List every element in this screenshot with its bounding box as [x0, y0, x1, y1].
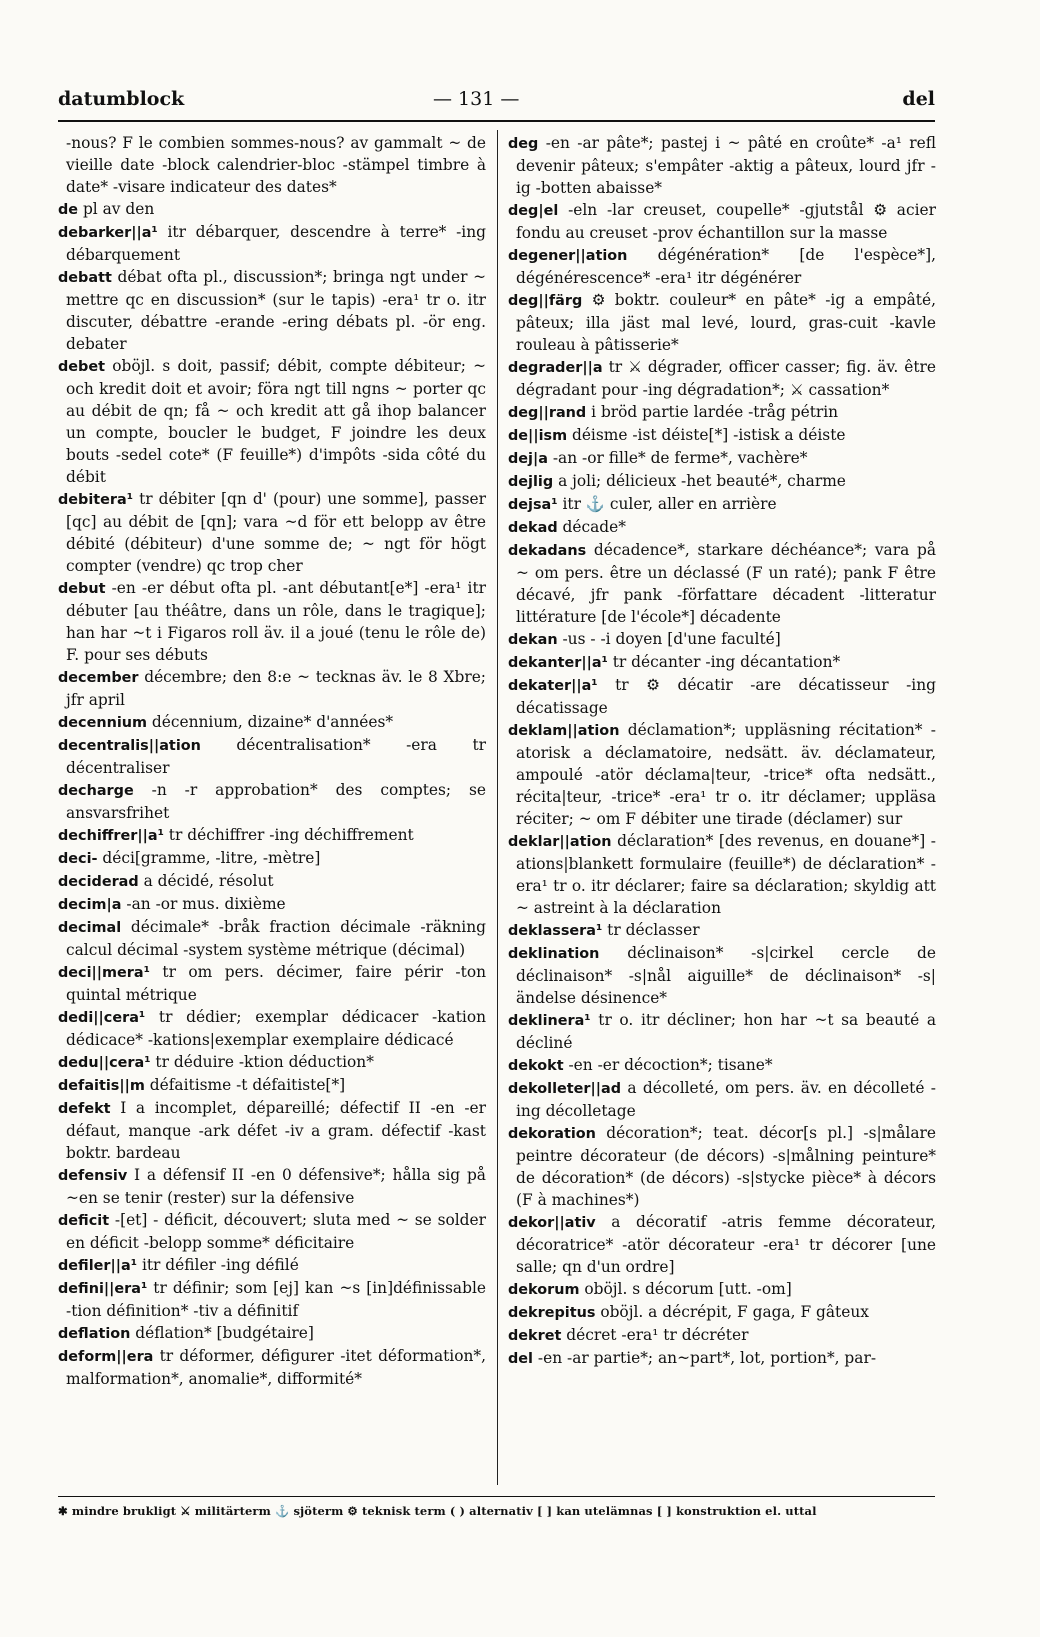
entry-definition: déclaration* [des revenus, en douane*] -ations|blankett formulaire (feuille*) de déclaration* -era¹ tr o. itr déclarer; faire sa déclaration; skyldig att ~ astreint à la déclaration [516, 832, 936, 917]
entry-definition: -en -er décoction*; tisane* [563, 1056, 773, 1074]
dictionary-entry [508, 919, 936, 942]
entry-headword: deficit [58, 1213, 110, 1229]
entry-headword: dekorum [508, 1282, 580, 1298]
entry-definition: -us - -i doyen [d'une faculté] [557, 630, 781, 648]
dictionary-entry [508, 674, 936, 719]
dictionary-entry [508, 289, 936, 356]
dictionary-entry [508, 1301, 936, 1324]
entry-headword: deg||färg [508, 293, 583, 309]
dictionary-entry [508, 1122, 936, 1211]
entry-headword: decimal [58, 920, 122, 936]
dictionary-entry [508, 1324, 936, 1347]
entry-definition: i bröd partie lardée -tråg pétrin [586, 403, 839, 421]
entry-headword: deform||era [58, 1349, 154, 1365]
entry-headword: dekrepitus [508, 1305, 596, 1321]
dictionary-entry [58, 355, 486, 488]
dictionary-entry [58, 847, 486, 870]
dictionary-entry [508, 628, 936, 651]
entry-definition: décimale* -bråk fraction décimale -räkning calcul décimal -system système métrique (décimal) [66, 918, 486, 959]
footer-rule [58, 1496, 935, 1497]
entry-headword: de||ism [508, 428, 568, 444]
entry-definition: déisme -ist déiste[*] -istisk a déiste [567, 426, 846, 444]
entry-headword: deflation [58, 1326, 131, 1342]
dictionary-entry [508, 1211, 936, 1278]
entry-definition: décadence*, starkare déchéance*; vara på ~ om pers. être un déclassé (F un raté); pank F être décavé, jfr pank -författare décadent -litteratur littérature [de l'école*] décadente [516, 541, 936, 626]
entry-definition: dégénération* [de l'espèce*], dégénérescence* -era¹ itr dégénérer [516, 246, 936, 287]
entry-headword: december [58, 670, 139, 686]
entry-definition: -an -or mus. dixième [121, 895, 286, 913]
dictionary-entry [58, 1322, 486, 1345]
entry-headword: debarker||a¹ [58, 225, 158, 241]
entry-definition: -en -ar pâte*; pastej i ~ pâté en croûte* -a¹ refl devenir pâteux; s'empâter -aktig a pâteux, lourd jfr -ig -botten abaisse* [516, 134, 936, 197]
dictionary-entry [508, 132, 936, 199]
entry-definition: tr ⚔ dégrader, officer casser; fig. äv. être dégradant pour -ing dégradation*; ⚔ cassation* [516, 358, 936, 399]
entry-headword: deg||rand [508, 405, 587, 421]
entry-headword: dekolleter||ad [508, 1081, 622, 1097]
dictionary-entry [508, 942, 936, 1009]
entry-headword: dekad [508, 520, 558, 536]
dictionary-entry [58, 916, 486, 961]
dictionary-entry [508, 199, 936, 244]
dictionary-entry [58, 266, 486, 355]
entry-definition: a décoratif -atris femme décorateur, décoratrice* -atör décorateur -era¹ tr décorer [une salle; qn d'un ordre] [516, 1213, 936, 1276]
entry-definition: pl av den [78, 200, 155, 218]
dictionary-entry [58, 961, 486, 1006]
column-divider [497, 130, 498, 1485]
right-guide-word: del [902, 88, 935, 110]
dictionary-entry [58, 488, 486, 577]
entry-headword: defekt [58, 1101, 111, 1117]
entry-definition: oböjl. s décorum [utt. -om] [579, 1280, 792, 1298]
dictionary-entry [508, 1077, 936, 1122]
entry-definition: décembre; den 8:e ~ tecknas äv. le 8 Xbre; jfr april [66, 668, 486, 709]
entry-definition: -n -r approbation* des comptes; se ansvarsfrihet [66, 781, 486, 822]
dictionary-entry [58, 734, 486, 779]
entry-headword: defensiv [58, 1168, 128, 1184]
entry-headword: deklam||ation [508, 723, 620, 739]
dictionary-entry [58, 1277, 486, 1322]
entry-definition: tr o. itr décliner; hon har ~t sa beauté a décliné [516, 1011, 936, 1052]
legend-footer: ✱ mindre brukligt ⚔ militärterm ⚓ sjöterm ⚙ teknisk term ( ) alternativ [ ] kan utelämnas [ ] konstruktion el. uttal [58, 1504, 817, 1518]
entry-definition: tr débiter [qn d' (pour) une somme], passer [qc] au débit de [qn]; vara ~d för ett belopp av être débité (débiteur) d'une somme de; ~ ngt för högt compter (vendre) qc trop cher [66, 490, 486, 575]
entry-definition: I a défensif II -en 0 défensive*; hålla sig på ~en se tenir (rester) sur la défensive [66, 1166, 486, 1207]
entry-headword: dekoration [508, 1126, 596, 1142]
dictionary-entry [508, 356, 936, 401]
dictionary-entry [508, 1347, 936, 1370]
entry-headword: defaitis||m [58, 1078, 145, 1094]
entry-headword: dechiffrer||a¹ [58, 828, 164, 844]
dictionary-entry [58, 1051, 486, 1074]
entry-definition: décret -era¹ tr décréter [561, 1326, 749, 1344]
entry-definition: -nous? F le combien sommes-nous? av gammalt ~ de vieille date -block calendrier-bloc -stämpel timbre à date* -visare indicateur des dates* [66, 134, 486, 196]
entry-definition: -[et] - déficit, découvert; sluta med ~ se solder en déficit -belopp somme* déficitaire [66, 1211, 486, 1252]
entry-headword: debatt [58, 270, 112, 286]
entry-definition: débat ofta pl., discussion*; bringa ngt under ~ mettre qc en discussion* (sur le tapis) -era¹ tr o. itr discuter, débattre -erande -ering débats pl. -ör eng. debater [66, 268, 486, 353]
entry-headword: dekanter||a¹ [508, 655, 608, 671]
page-number: — 131 — [433, 88, 520, 110]
entry-definition: tr ⚙ décatir -are décatisseur -ing décatissage [516, 676, 936, 717]
dictionary-entry [58, 1345, 486, 1390]
entry-headword: del [508, 1351, 533, 1367]
dictionary-entry [58, 1074, 486, 1097]
entry-headword: deci- [58, 851, 98, 867]
entry-headword: dedi||cera¹ [58, 1010, 146, 1026]
dictionary-entry [58, 870, 486, 893]
entry-definition: décentralisation* -era tr décentraliser [66, 736, 486, 777]
entry-definition: a joli; délicieux -het beauté*, charme [553, 472, 846, 490]
dictionary-entry [58, 1254, 486, 1277]
entry-definition: -en -ar partie*; an~part*, lot, portion*, par- [533, 1349, 877, 1367]
entry-headword: deklassera¹ [508, 923, 603, 939]
entry-headword: deg|el [508, 203, 559, 219]
left-guide-word: datumblock [58, 88, 185, 110]
dictionary-entry [508, 470, 936, 493]
dictionary-entry [508, 401, 936, 424]
entry-definition: oböjl. a décrépit, F gaga, F gâteux [595, 1303, 869, 1321]
entry-headword: deklination [508, 946, 600, 962]
dictionary-entry [508, 424, 936, 447]
entry-headword: deciderad [58, 874, 139, 890]
dictionary-entry [508, 244, 936, 289]
dictionary-entry [508, 493, 936, 516]
dictionary-entry [58, 1209, 486, 1254]
page-header [58, 88, 935, 118]
entry-headword: debitera¹ [58, 492, 134, 508]
entry-definition: décade* [557, 518, 626, 536]
entry-definition: tr déclasser [602, 921, 700, 939]
entry-definition: tr déduire -ktion déduction* [150, 1053, 374, 1071]
dictionary-entry [58, 1097, 486, 1164]
entry-headword: dekan [508, 632, 558, 648]
dictionary-entry [58, 577, 486, 666]
entry-headword: dekadans [508, 543, 587, 559]
dictionary-entry [508, 1278, 936, 1301]
dictionary-entry [58, 893, 486, 916]
dictionary-entry [58, 666, 486, 711]
entry-definition: tr décanter -ing décantation* [607, 653, 841, 671]
entry-headword: degrader||a [508, 360, 603, 376]
entry-headword: deklar||ation [508, 834, 612, 850]
entry-definition: -eln -lar creuset, coupelle* -gjutstål ⚙ acier fondu au creuset -prov échantillon sur la masse [516, 201, 936, 242]
entry-headword: de [58, 202, 79, 218]
entry-definition: déclamation*; uppläsning récitation* -atorisk a déclamatoire, nedsätt. äv. déclamateur, ampoulé -atör déclama|teur, -trice* ofta nedsätt., récita|teur, -trice* -era¹ tr o. itr déclamer; uppläsa réciter; ~ om F débiter une tirade (déclamer) sur [516, 721, 936, 828]
entry-headword: debet [58, 359, 106, 375]
dictionary-entry [508, 539, 936, 628]
entry-headword: defiler||a¹ [58, 1258, 138, 1274]
dictionary-entry [508, 516, 936, 539]
entry-definition: tr déchiffrer -ing déchiffrement [163, 826, 414, 844]
right-column [508, 132, 936, 1370]
dictionary-entry [508, 651, 936, 674]
entry-headword: dekater||a¹ [508, 678, 598, 694]
entry-headword: degener||ation [508, 248, 628, 264]
entry-definition: tr déformer, défigurer -itet déformation*, malformation*, anomalie*, difformité* [66, 1347, 486, 1388]
entry-definition: déci[gramme, -litre, -mètre] [97, 849, 321, 867]
dictionary-entry [58, 198, 486, 221]
dictionary-entry [508, 1009, 936, 1054]
dictionary-entry [508, 719, 936, 830]
dictionary-entry [508, 830, 936, 919]
entry-definition: -an -or fille* de ferme*, vachère* [547, 449, 808, 467]
entry-definition: ⚙ boktr. couleur* en pâte* -ig a empâté, pâteux; illa jäst mal levé, lourd, gras-cuit -kavle rouleau à pâtisserie* [516, 291, 936, 354]
entry-definition: itr débarquer, descendre à terre* -ing débarquement [66, 223, 486, 264]
entry-headword: dekret [508, 1328, 562, 1344]
entry-headword: dejlig [508, 474, 554, 490]
entry-headword: defini||era¹ [58, 1281, 148, 1297]
entry-definition: a décidé, résolut [138, 872, 274, 890]
entry-headword: dedu||cera¹ [58, 1055, 151, 1071]
entry-definition: tr dédier; exemplar dédicacer -kation dédicace* -kations|exemplar exemplaire dédicacé [66, 1008, 486, 1049]
entry-definition: itr défiler -ing défilé [137, 1256, 299, 1274]
dictionary-entry [58, 132, 486, 198]
dictionary-entry [508, 447, 936, 470]
entry-definition: I a incomplet, dépareillé; défectif II -en -er défaut, manque -ark défet -iv a gram. défectif -kast boktr. bardeau [66, 1099, 486, 1162]
dictionary-entry [58, 221, 486, 266]
header-rule [58, 120, 935, 122]
dictionary-entry [508, 1054, 936, 1077]
entry-headword: dekokt [508, 1058, 564, 1074]
dictionary-entry [58, 1164, 486, 1209]
entry-definition: itr ⚓ culer, aller en arrière [557, 495, 777, 513]
entry-headword: deg [508, 136, 539, 152]
entry-headword: decennium [58, 715, 148, 731]
dictionary-entry [58, 711, 486, 734]
entry-definition: -en -er début ofta pl. -ant débutant[e*] -era¹ itr débuter [au théâtre, dans un rôle, dans le tragique]; han har ~t i Figaros roll äv. il a joué (tenu le rôle de) F. pour ses débuts [66, 579, 486, 664]
dictionary-entry [58, 1006, 486, 1051]
entry-definition: défaitisme -t défaitiste[*] [144, 1076, 346, 1094]
entry-headword: deklinera¹ [508, 1013, 591, 1029]
entry-definition: décennium, dizaine* d'années* [147, 713, 394, 731]
entry-definition: a décolleté, om pers. äv. en décolleté -ing décolletage [516, 1079, 936, 1120]
entry-definition: tr définir; som [ej] kan ~s [in]définissable -tion définition* -tiv a définitif [66, 1279, 486, 1320]
entry-definition: tr om pers. décimer, faire périr -ton quintal métrique [66, 963, 486, 1004]
entry-definition: déflation* [budgétaire] [130, 1324, 314, 1342]
dictionary-entry [58, 779, 486, 824]
entry-definition: oböjl. s doit, passif; débit, compte débiteur; ~ och kredit doit et avoir; föra ngt till ngns ~ porter qc au débit de qn; få ~ och kredit att gå ihop balancer un compte, boucler le budget, F joindre les deux bouts -sedel cote* (F feuille*) d'impôts -sida côté du débit [66, 357, 486, 486]
entry-headword: decim|a [58, 897, 122, 913]
entry-headword: deci||mera¹ [58, 965, 150, 981]
entry-definition: décoration*; teat. décor[s pl.] -s|målare peintre décorateur (de décors) -s|målning peinture* de décoration* (de décors) -s|stycke pièce* à décors (F à machines*) [516, 1124, 936, 1209]
entry-headword: debut [58, 581, 106, 597]
entry-definition: déclinaison* -s|cirkel cercle de déclinaison* -s|nål aiguille* de déclinaison* -s|ändelse désinence* [516, 944, 936, 1007]
entry-headword: decentralis||ation [58, 738, 201, 754]
entry-headword: decharge [58, 783, 134, 799]
entry-headword: dej|a [508, 451, 548, 467]
entry-headword: dekor||ativ [508, 1215, 596, 1231]
left-column [58, 132, 486, 1390]
dictionary-entry [58, 824, 486, 847]
entry-headword: dejsa¹ [508, 497, 558, 513]
